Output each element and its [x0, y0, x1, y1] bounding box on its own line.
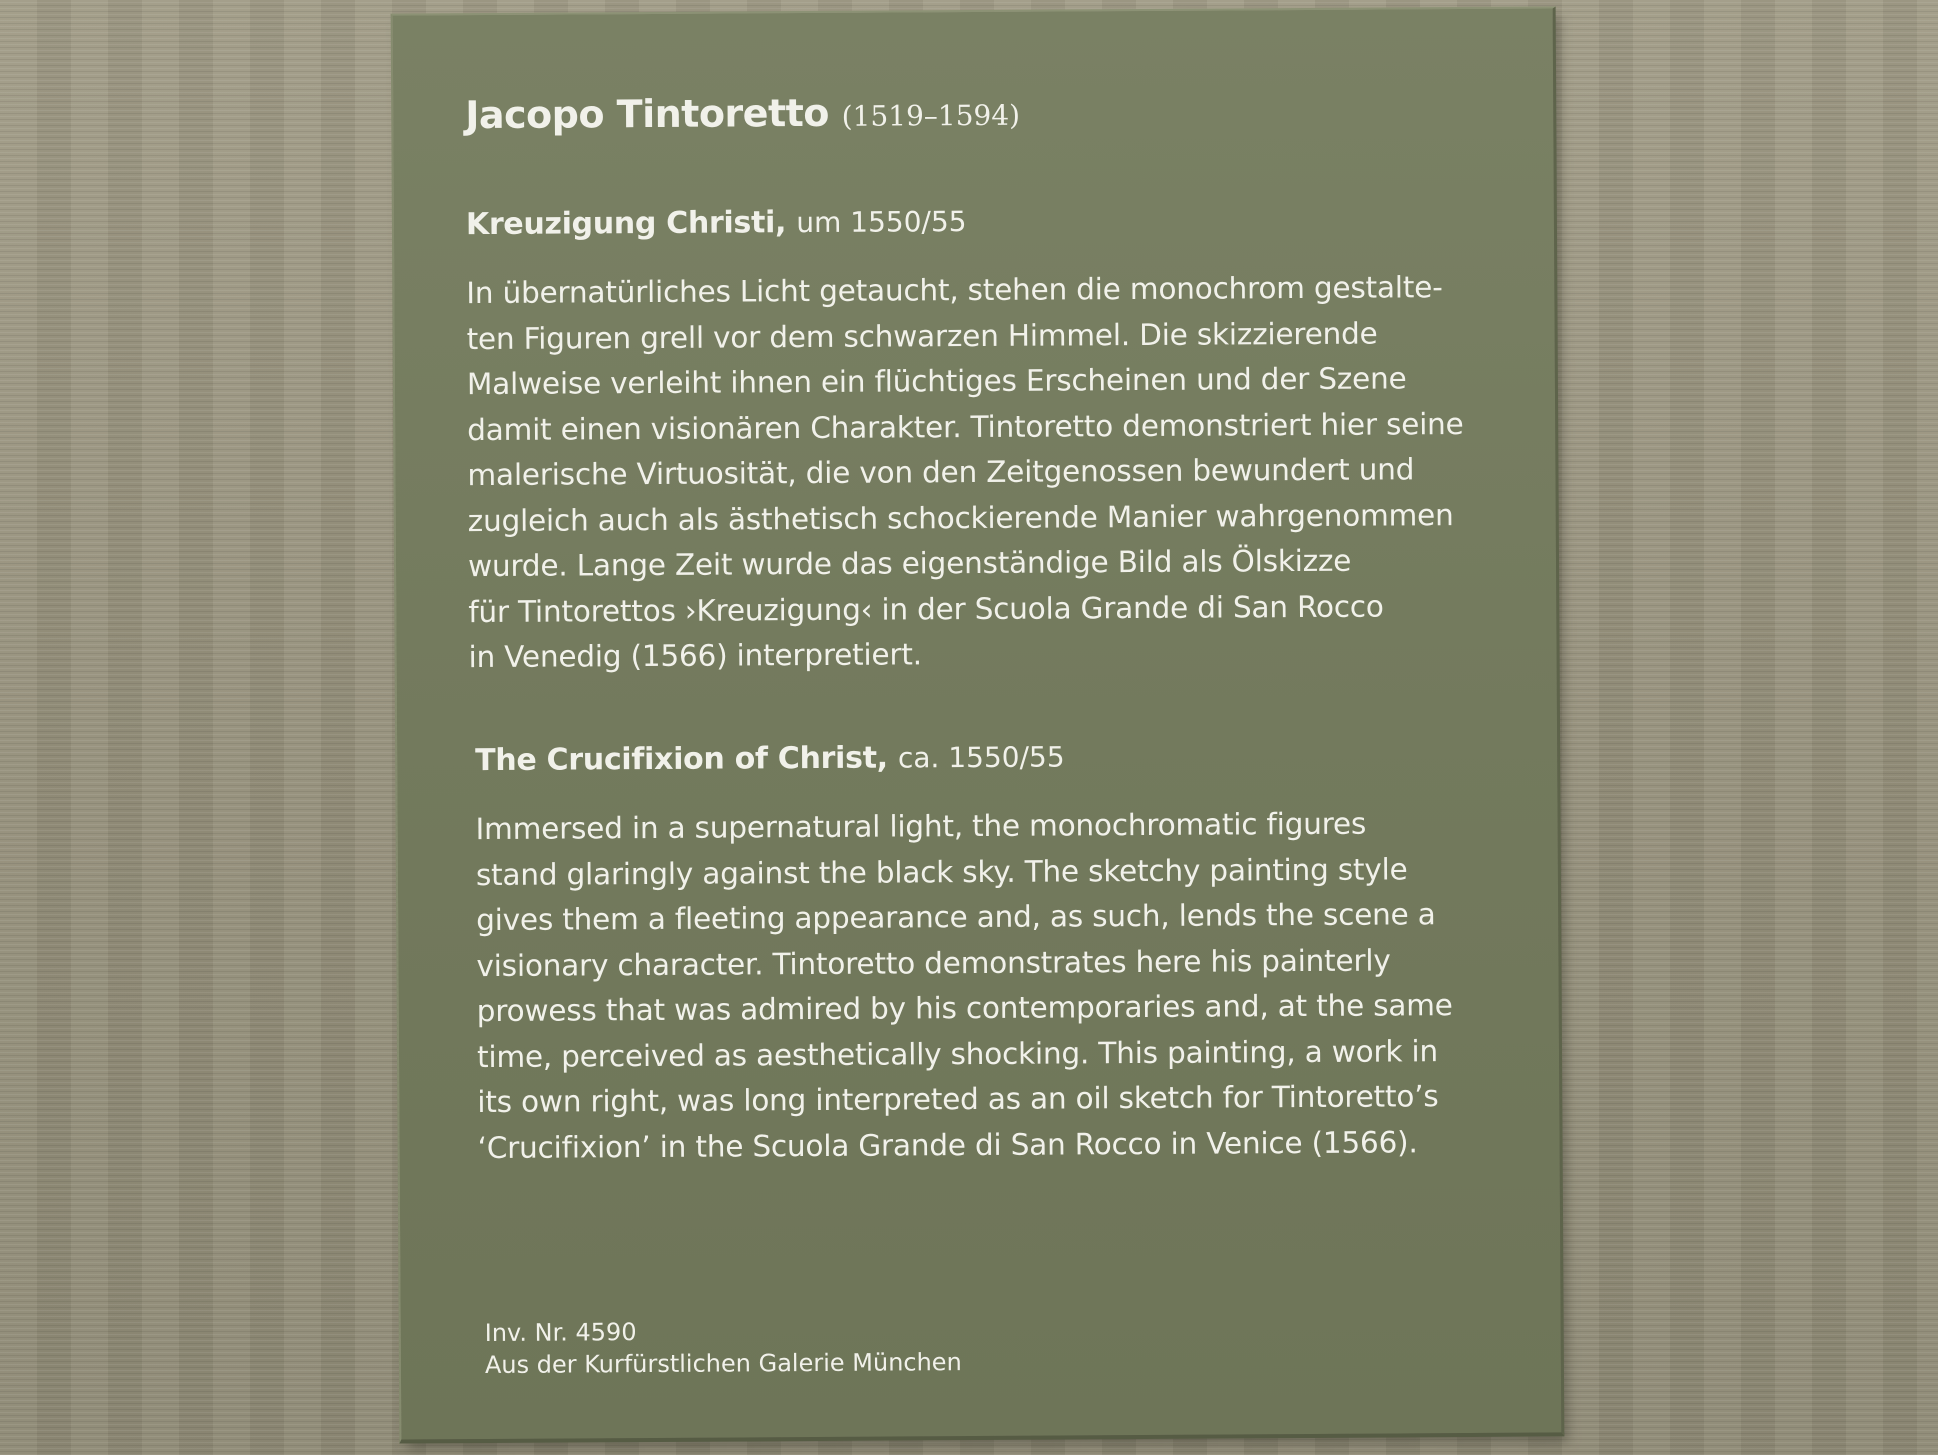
german-line: in Venedig (1566) interpretiert. — [468, 637, 922, 675]
german-line: Malweise verleiht ihnen ein flüchtiges Erscheinen und der Szene — [466, 361, 1407, 402]
english-date: ca. 1550/55 — [897, 740, 1065, 775]
german-line: malerische Virtuosität, die von den Zeitgenossen bewundert und — [467, 452, 1415, 493]
english-line: gives them a fleeting appearance and, as such, lends the scene a — [476, 897, 1436, 938]
english-line: visionary character. Tintoretto demonstrates here his painterly — [476, 942, 1391, 983]
artist-dates: (1519–1594) — [841, 98, 1021, 133]
english-title-heading — [475, 739, 1065, 778]
artist-heading — [465, 90, 1020, 137]
german-line: zugleich auch als ästhetisch schockierende Manier wahrgenommen — [467, 497, 1454, 538]
english-line: prowess that was admired by his contemporaries and, at the same — [476, 988, 1453, 1029]
label-footer — [485, 1314, 962, 1381]
german-line: ten Figuren grell vor dem schwarzen Himmel. Die skizzierende — [466, 316, 1378, 356]
german-line: wurde. Lange Zeit wurde das eigenständige Bild als Ölskizze — [467, 543, 1352, 584]
english-title: The Crucifixion of Christ, — [475, 740, 888, 779]
english-description — [475, 801, 1453, 1171]
german-title-heading — [466, 204, 967, 242]
artist-name: Jacopo Tintoretto — [465, 90, 830, 138]
german-line: damit einen visionären Charakter. Tintoretto demonstriert hier seine — [467, 406, 1464, 447]
english-line: its own right, was long interpreted as an oil sketch for Tintoretto’s — [477, 1079, 1439, 1120]
german-title: Kreuzigung Christi, — [465, 205, 787, 243]
museum-label-panel — [391, 6, 1565, 1443]
provenance: Aus der Kurfürstlichen Galerie München — [484, 1348, 962, 1380]
german-date: um 1550/55 — [796, 205, 967, 240]
german-line: für Tintorettos ›Kreuzigung‹ in der Scuola Grande di San Rocco — [468, 589, 1384, 629]
german-description — [466, 265, 1465, 681]
english-line: ‘Crucifixion’ in the Scuola Grande di San Rocco in Venice (1566). — [477, 1124, 1418, 1165]
english-line: time, perceived as aesthetically shocking. This painting, a work in — [476, 1033, 1439, 1074]
inventory-number: Inv. Nr. 4590 — [484, 1318, 637, 1348]
german-line: In übernatürliches Licht getaucht, stehen die monochrom gestalte- — [466, 270, 1443, 311]
english-line: Immersed in a supernatural light, the monochromatic figures — [475, 806, 1367, 847]
english-line: stand glaringly against the black sky. The sketchy painting style — [475, 851, 1408, 892]
